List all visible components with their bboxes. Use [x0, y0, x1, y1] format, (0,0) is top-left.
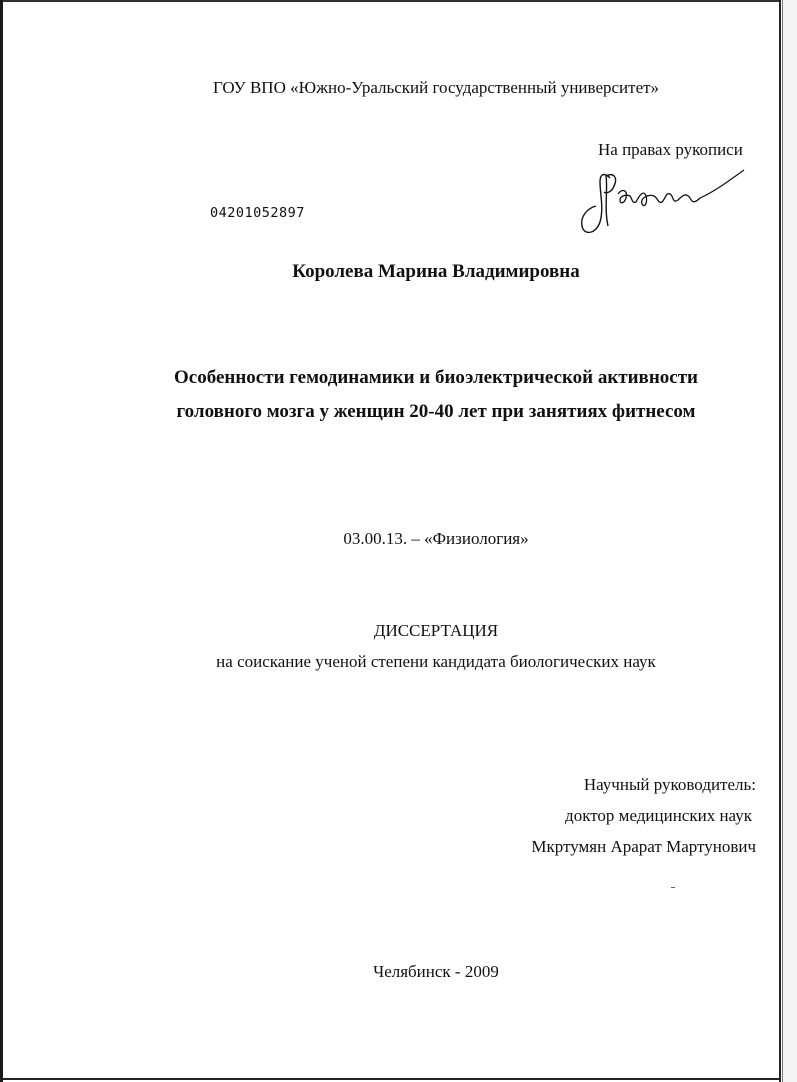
university-name: ГОУ ВПО «Южно-Уральский государственный университет» [212, 78, 660, 97]
page-border-bottom [0, 1078, 781, 1080]
dissertation-title-line-1: Особенности гемодинамики и биоэлектрической активности [174, 367, 698, 388]
degree-statement: на соискание ученой степени кандидата биологических наук [216, 652, 656, 671]
supervisor-label: Научный руководитель: [583, 775, 756, 794]
signature-icon [574, 164, 746, 242]
document-type: ДИССЕРТАЦИЯ [373, 621, 499, 640]
specialty-code: 03.00.13. – «Физиология» [343, 529, 529, 548]
supervisor-degree: доктор медицинских наук [565, 806, 752, 825]
page-border-top [0, 0, 781, 2]
supervisor-name: Мкртумян Арарат Мартунович [531, 837, 756, 856]
inventory-number: 04201052897 [210, 205, 305, 221]
scan-speck [671, 887, 675, 888]
dissertation-title-line-2: головного мозга у женщин 20-40 лет при занятиях фитнесом [176, 401, 696, 422]
city-and-year: Челябинск - 2009 [373, 962, 499, 981]
manuscript-rights-note: На правах рукописи [598, 140, 743, 159]
author-name: Королева Марина Владимировна [292, 261, 580, 282]
